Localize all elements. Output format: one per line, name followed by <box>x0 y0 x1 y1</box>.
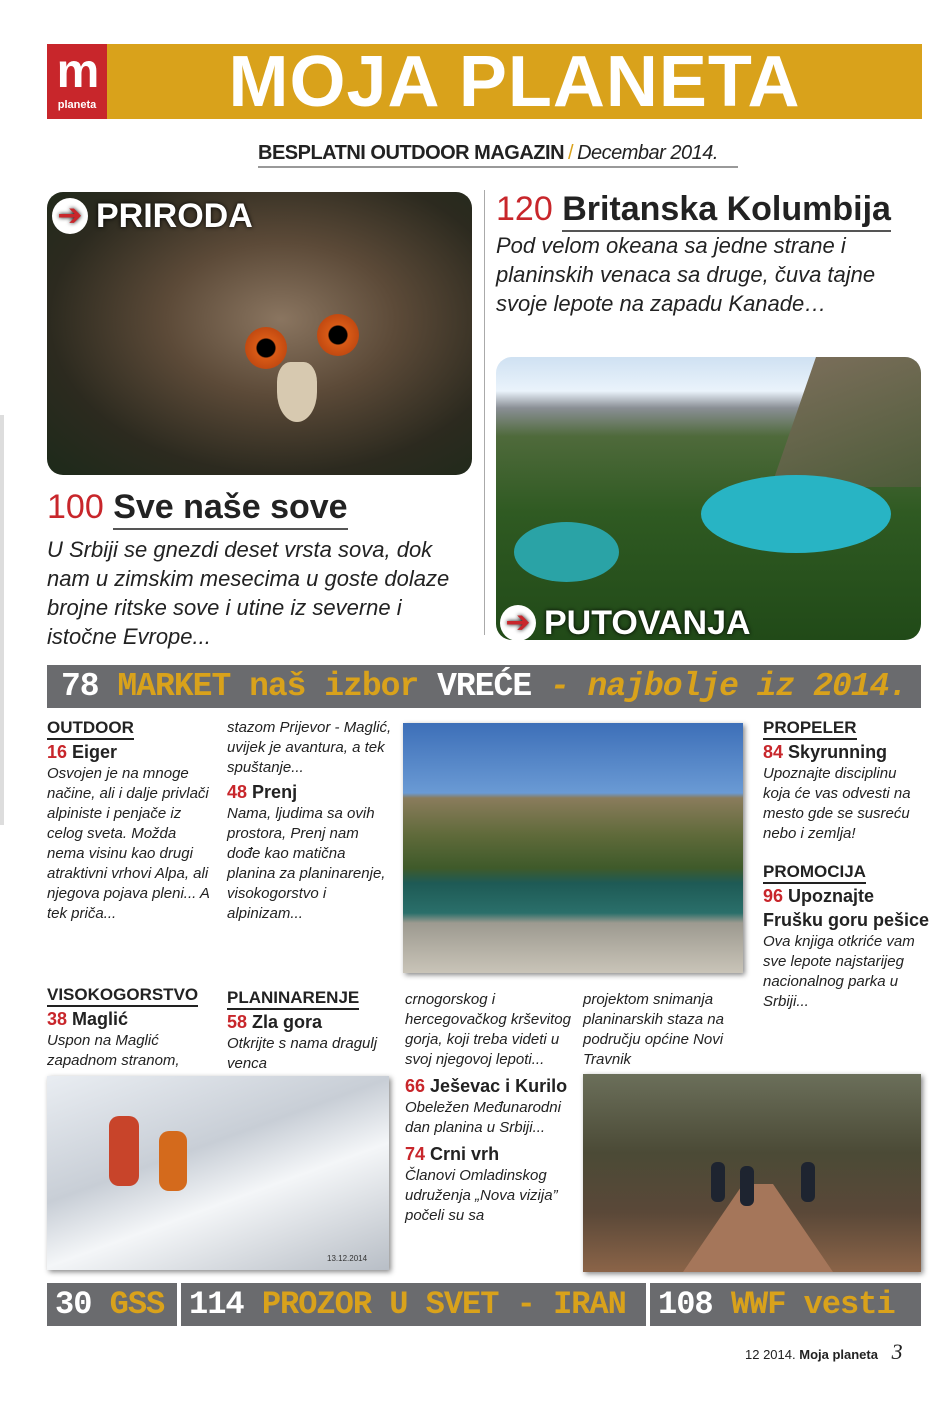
item-title-prenj[interactable] <box>227 780 392 804</box>
owl-eye-right <box>317 314 359 356</box>
column-two <box>227 718 392 924</box>
lake-water-small <box>514 522 619 582</box>
market-rest: - najbolje iz 2014. <box>549 668 908 705</box>
item-title-eiger[interactable] <box>47 740 212 764</box>
magazine-title: MOJA PLANETA <box>228 42 801 122</box>
page-folio <box>745 1340 903 1367</box>
feature-title-bc[interactable] <box>496 190 891 229</box>
feature-heading: Sve naše sove <box>113 488 347 530</box>
market-banner[interactable] <box>47 665 921 708</box>
logo-letter: m <box>56 45 98 98</box>
item-title-fruska-gora-line2[interactable]: Frušku goru pešice <box>763 910 930 930</box>
section-heading: PROPELER <box>763 718 857 740</box>
bar-label: PROZOR U SVET - IRAN <box>261 1286 626 1323</box>
section-heading: PROMOCIJA <box>763 862 866 884</box>
section-tag-label: PRIRODA <box>96 196 253 235</box>
page-number: 16 <box>47 742 68 762</box>
feature-desc-owls: U Srbiji se gnezdi deset vrsta sova, dok nam u zimskim mesecima u goste dolaze brojne ritske sove i utine iz severne i istočne Evrope... <box>47 537 450 649</box>
item-desc-fruska-gora: Ova knjiga otkriće vam sve lepote najstarijeg nacionalnog parka u Srbiji... <box>763 933 915 1010</box>
page-number: 96 <box>763 886 784 906</box>
item-title-text: Ješevac i Kurilo <box>430 1076 568 1096</box>
column-five <box>763 718 930 1012</box>
bar-num: 114 <box>189 1286 244 1323</box>
item-title-text: Zla gora <box>252 1012 323 1032</box>
item-desc-jesevac: Obeležen Međunarodni dan planina u Srbiji... <box>405 1099 561 1136</box>
runner-figure <box>801 1162 815 1202</box>
section-heading: OUTDOOR <box>47 718 134 740</box>
item-desc-continued: stazom Prijevor - Maglić, uvijek je avantura, a tek spuštanje... <box>227 719 392 776</box>
section-tag-putovanja[interactable] <box>500 603 751 643</box>
section-tag-label: PUTOVANJA <box>544 603 751 642</box>
page-number: 100 <box>47 488 104 526</box>
item-desc-continued: projektom snimanja planinarskih staza na području općine Novi Travnik <box>583 991 724 1068</box>
item-desc-prenj: Nama, ljudima sa ovih prostora, Prenj nam dođe kao matična planina za planinarenje, visokogorstvo i alpinizam... <box>227 805 386 922</box>
subheading-separator: / <box>568 142 574 164</box>
item-title-text: Eiger <box>72 742 118 762</box>
issue-date: Decembar 2014. <box>577 142 718 164</box>
market-label: MARKET <box>117 668 231 705</box>
page-number: 66 <box>405 1076 426 1096</box>
feature-desc-bc: Pod velom okeana sa jedne strane i planinskih venaca sa druge, čuva tajne svoje lepote na zapadu Kanade… <box>496 233 876 316</box>
bottom-bar-wwf[interactable] <box>650 1283 921 1326</box>
bottom-bar-iran[interactable] <box>181 1283 646 1326</box>
item-title-zla-gora[interactable] <box>227 1010 392 1034</box>
climber-figure <box>159 1131 187 1191</box>
bar-num: 108 <box>658 1286 713 1323</box>
owl-eye-left <box>245 327 287 369</box>
column-planinarenje <box>227 988 392 1074</box>
page-number: 58 <box>227 1012 248 1032</box>
arrow-right-icon: ➔ <box>52 198 88 234</box>
bar-num: 30 <box>55 1286 92 1323</box>
page-number: 120 <box>496 190 553 228</box>
item-title-text: Skyrunning <box>788 742 888 762</box>
item-title-text: Maglić <box>72 1009 129 1029</box>
column-three <box>405 990 575 1226</box>
folio-page-number: 3 <box>891 1339 903 1364</box>
feature-heading: Britanska Kolumbija <box>562 190 891 232</box>
folio-magazine: Moja planeta <box>799 1347 878 1362</box>
item-title-crni-vrh[interactable] <box>405 1142 575 1166</box>
subheading <box>258 140 738 168</box>
runner-figure <box>711 1162 725 1202</box>
section-heading: VISOKOGORSTVO <box>47 985 198 1007</box>
market-num: 78 <box>61 668 99 705</box>
item-title-skyrunning[interactable] <box>763 740 923 764</box>
photo-date-stamp: 13.12.2014 <box>327 1254 368 1263</box>
magazine-logo <box>47 44 107 119</box>
section-heading: PLANINARENJE <box>227 988 359 1010</box>
lake-photo <box>496 357 921 640</box>
mountain-lake-photo <box>403 723 743 973</box>
item-title-jesevac[interactable] <box>405 1074 575 1098</box>
item-title-text: Crni vrh <box>430 1144 500 1164</box>
mountain-shape <box>771 357 921 487</box>
market-izbor: naš izbor <box>249 668 419 705</box>
page-number: 48 <box>227 782 248 802</box>
item-title-fruska-gora[interactable] <box>763 884 923 908</box>
item-title-maglic[interactable] <box>47 1007 212 1031</box>
page-number: 38 <box>47 1009 68 1029</box>
arrow-right-icon: ➔ <box>500 605 536 641</box>
bar-label: WWF vesti <box>730 1286 895 1323</box>
lake-water <box>701 475 891 553</box>
owl-beak <box>277 362 317 422</box>
bar-label: GSS <box>109 1286 165 1323</box>
feature-title-owls[interactable] <box>47 488 348 527</box>
column-outdoor <box>47 718 212 924</box>
column-visokogorstvo <box>47 985 212 1071</box>
climber-figure <box>109 1116 139 1186</box>
item-desc-continued: crnogorskog i hercegovačkog krševitog gorja, koji treba videti u svoj njegovoj lepoti... <box>405 991 571 1068</box>
page-number: 84 <box>763 742 784 762</box>
page-number: 74 <box>405 1144 426 1164</box>
section-tag-priroda[interactable] <box>52 196 253 236</box>
column-divider <box>484 190 485 635</box>
column-four <box>583 990 753 1070</box>
climbers-photo <box>47 1076 389 1270</box>
item-desc-crni-vrh: Članovi Omladinskog udruženja „Nova vizija” počeli su sa <box>405 1167 558 1224</box>
item-desc-eiger: Osvojen je na mnoge načine, ali i dalje privlači alpiniste i penjače iz celog sveta. Možda nema visinu kao drugi atraktivni vrhovi Alpa, ali njegova pojava pleni... A tek priča... <box>47 765 210 922</box>
page-edge-shadow <box>0 415 4 825</box>
item-desc-zla-gora: Otkrijte s nama dragulj venca <box>227 1035 378 1072</box>
subheading-text: BESPLATNI OUTDOOR MAGAZIN <box>258 142 565 164</box>
folio-issue: 12 2014. <box>745 1347 796 1362</box>
logo-word: planeta <box>57 99 97 111</box>
item-title-text: Upoznajte <box>788 886 875 906</box>
bottom-bar-gss[interactable] <box>47 1283 177 1326</box>
market-vrece: VREĆE <box>437 668 532 705</box>
forest-trail-photo <box>583 1074 921 1272</box>
runner-figure <box>740 1166 754 1206</box>
item-desc-skyrunning: Upoznajte disciplinu koja će vas odvesti na mesto gde se susreću nebo i zemlja! <box>763 765 911 842</box>
item-desc-maglic: Uspon na Maglić zapadnom stranom, <box>47 1032 180 1069</box>
item-title-text: Prenj <box>252 782 298 802</box>
